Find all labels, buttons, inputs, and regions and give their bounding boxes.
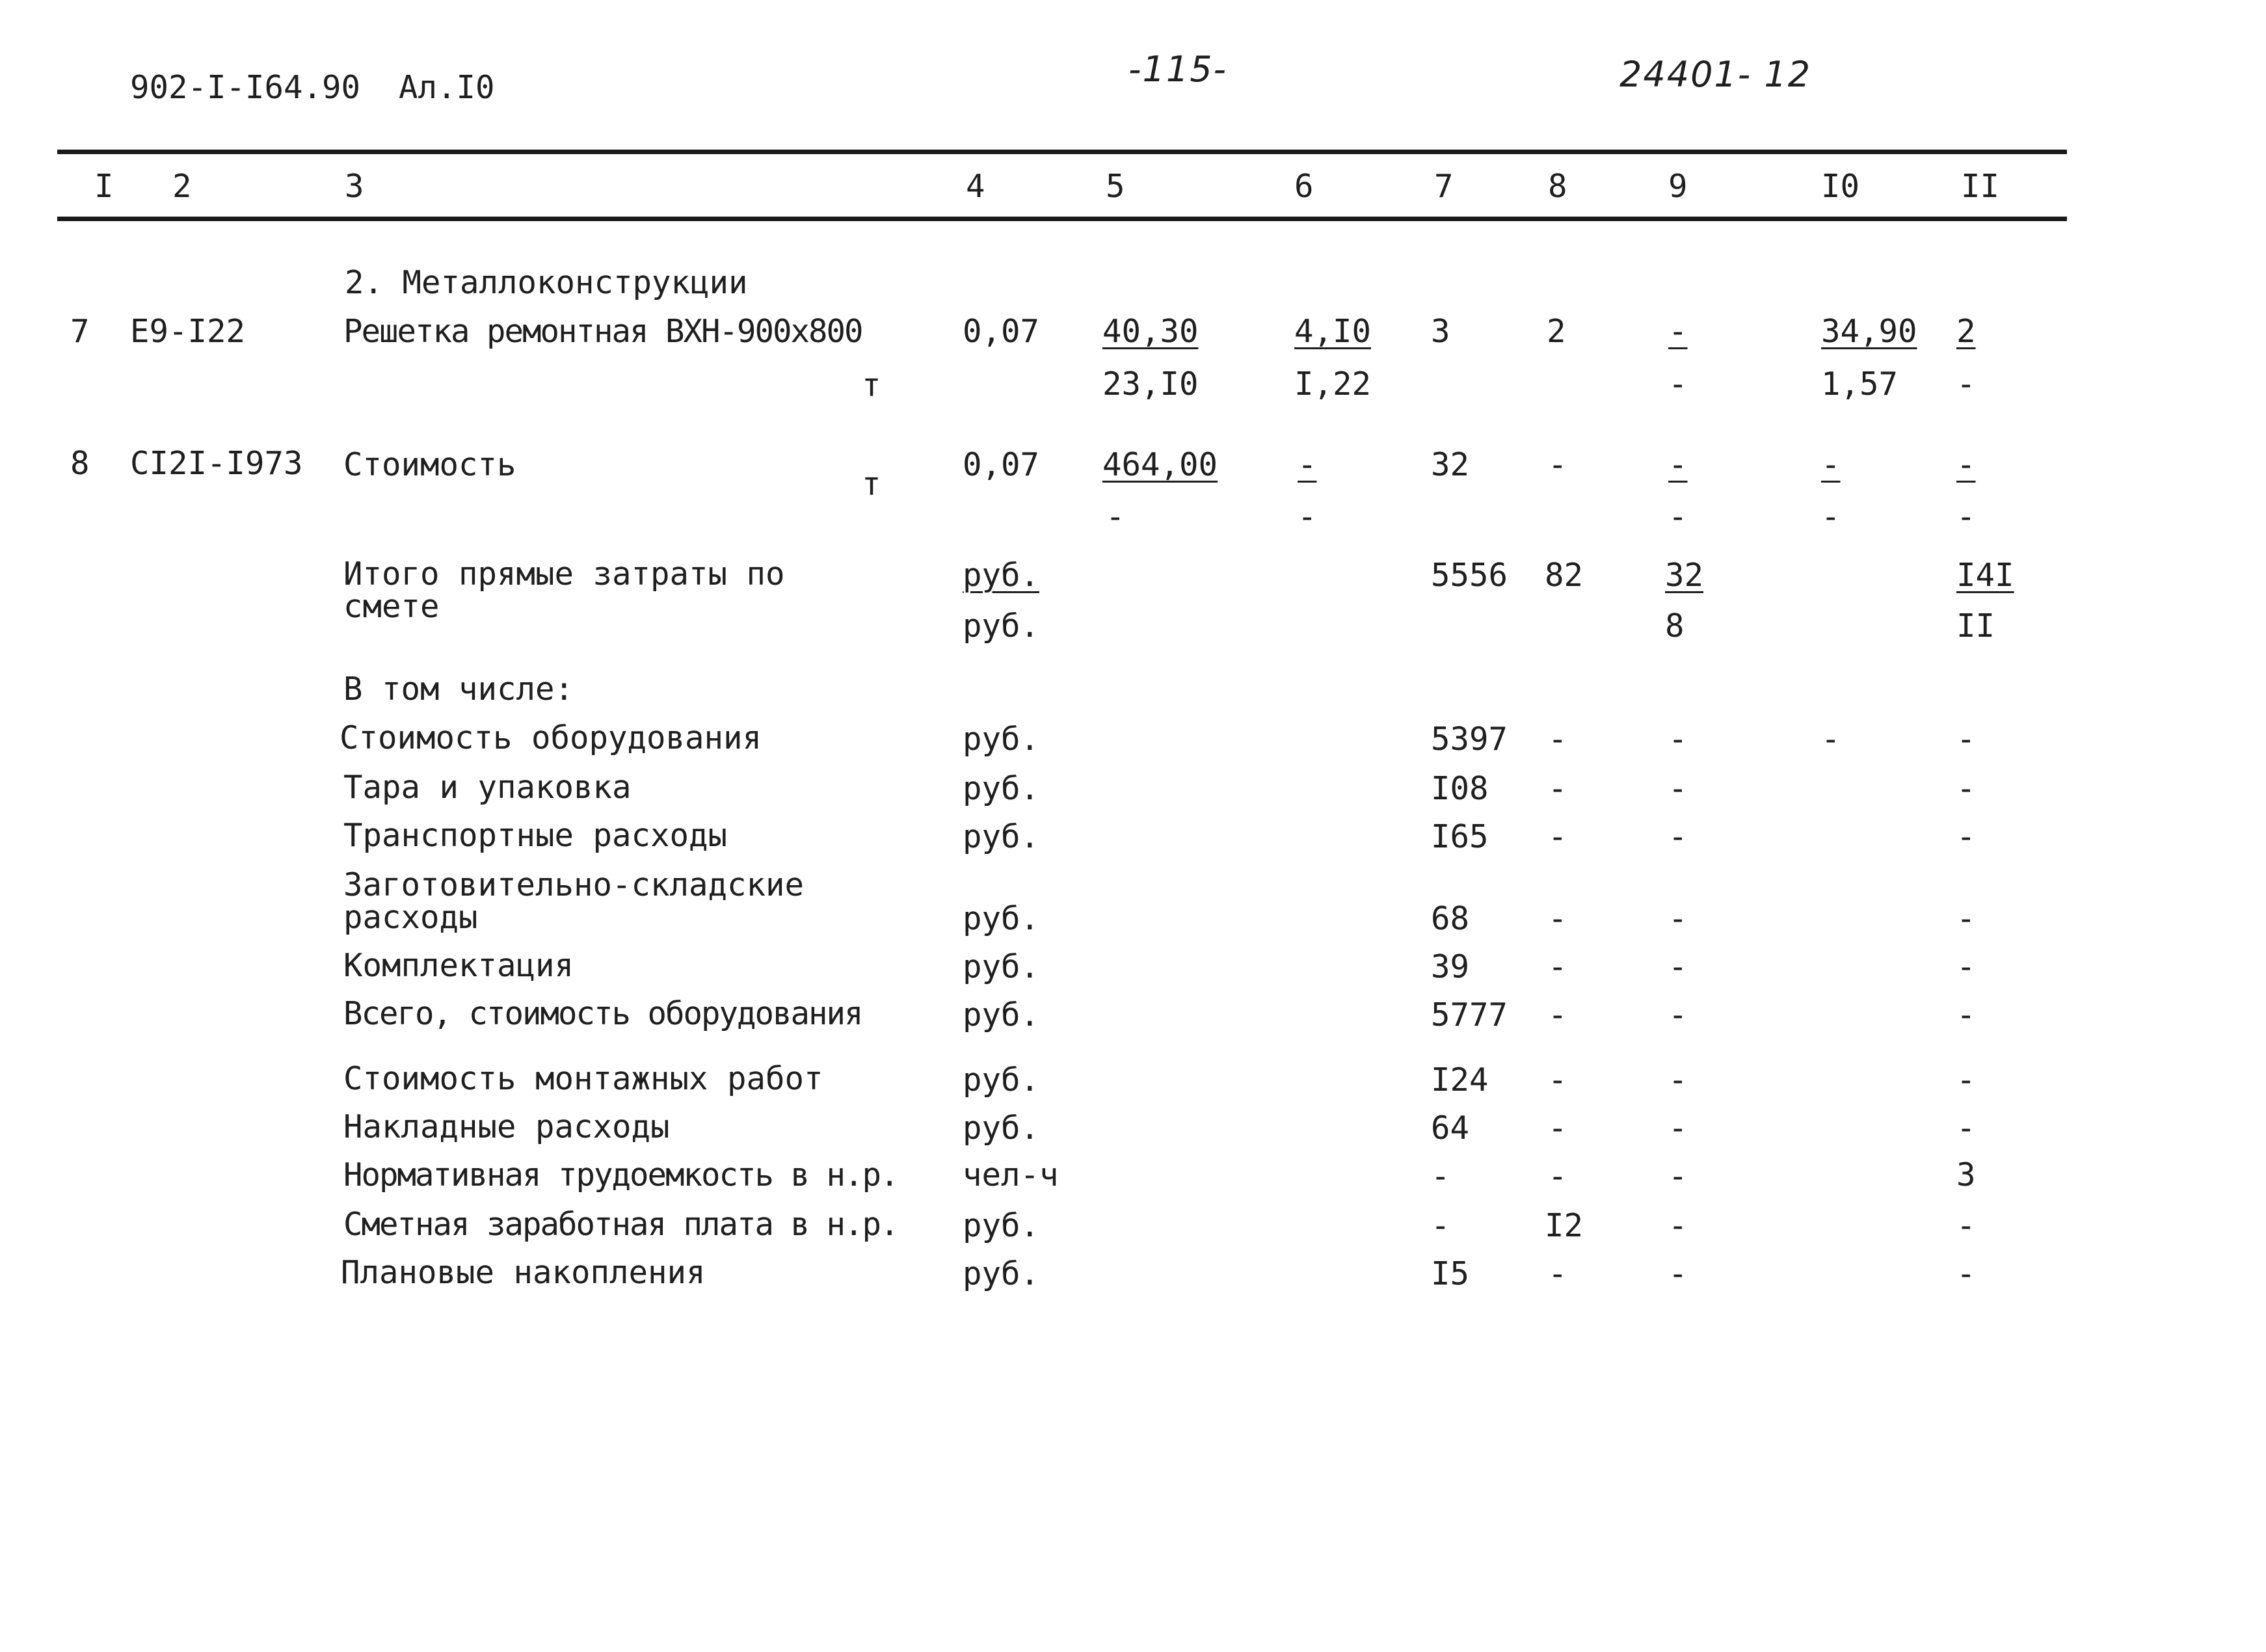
row-c9: - xyxy=(1668,996,1688,1033)
row-label: Транспортные расходы xyxy=(343,817,728,854)
row-c9: - xyxy=(1668,770,1688,807)
cell-c10-top: - xyxy=(1821,446,1841,483)
total-c11-top: I4I xyxy=(1956,557,2014,594)
row-c7: I65 xyxy=(1431,818,1489,855)
row-unit: руб. xyxy=(963,818,1040,855)
row-c11: - xyxy=(1956,996,1976,1033)
item-unit: т xyxy=(862,367,881,404)
row-c11: - xyxy=(1956,818,1976,855)
row-c11: - xyxy=(1956,900,1976,937)
col-header-9: 9 xyxy=(1668,168,1688,205)
item-number: 8 xyxy=(70,445,90,482)
section-title: 2. Металлоконструкции xyxy=(345,264,748,301)
row-c11: 3 xyxy=(1956,1156,1976,1193)
col-header-8: 8 xyxy=(1548,168,1567,205)
cell-c9-top: - xyxy=(1668,313,1688,350)
row-c9: - xyxy=(1668,1061,1688,1099)
cell-c10-bottom: - xyxy=(1821,498,1841,535)
cell-c10-bottom: 1,57 xyxy=(1821,366,1899,403)
cell-c9-bottom: - xyxy=(1668,498,1688,535)
row-c9: - xyxy=(1668,900,1688,937)
row-label: Комплектация xyxy=(343,947,574,984)
total-c11-bottom: II xyxy=(1956,607,1995,645)
item-qty: 0,07 xyxy=(963,313,1040,350)
cell-c5-bottom: - xyxy=(1106,498,1125,535)
total-label-line2: смете xyxy=(343,588,440,625)
row-label: Стоимость монтажных работ xyxy=(343,1060,823,1097)
cell-c5-bottom: 23,I0 xyxy=(1102,366,1199,403)
row-c11: - xyxy=(1956,1207,1976,1244)
row-unit: руб. xyxy=(963,948,1040,985)
col-header-6: 6 xyxy=(1294,168,1314,205)
cell-c11-bottom: - xyxy=(1956,366,1976,403)
row-c11: - xyxy=(1956,1255,1976,1292)
row-label: Заготовительно-складские xyxy=(343,866,805,903)
col-header-4: 4 xyxy=(966,168,985,205)
item-qty: 0,07 xyxy=(963,446,1040,483)
cell-c9-top: - xyxy=(1668,446,1688,483)
row-c11: - xyxy=(1956,770,1976,807)
row-c7: - xyxy=(1431,1158,1450,1195)
item-name: Стоимость xyxy=(343,446,516,483)
cell-c11-top: - xyxy=(1956,446,1976,483)
row-c8: - xyxy=(1548,1255,1567,1292)
col-header-1: I xyxy=(94,168,114,205)
row-label-line2: расходы xyxy=(343,899,478,936)
row-c7: 64 xyxy=(1431,1110,1470,1147)
header-top-rule xyxy=(57,150,2067,154)
col-header-10: I0 xyxy=(1821,168,1860,205)
row-unit: руб. xyxy=(963,900,1040,937)
total-c7: 5556 xyxy=(1431,557,1508,594)
cell-c10-top: 34,90 xyxy=(1821,313,1917,350)
col-header-7: 7 xyxy=(1434,168,1454,205)
row-unit: руб. xyxy=(963,1255,1040,1292)
row-c8: - xyxy=(1548,1110,1567,1147)
row-c11: - xyxy=(1956,948,1976,985)
cell-c8: - xyxy=(1548,446,1567,483)
row-c9: - xyxy=(1668,948,1688,985)
cell-c11-top: 2 xyxy=(1956,313,1976,350)
row-unit: руб. xyxy=(963,770,1040,807)
total-c8: 82 xyxy=(1545,557,1584,594)
row-label: Стоимость оборудования xyxy=(340,719,762,756)
item-unit: т xyxy=(862,466,881,503)
cell-c5-top: 40,30 xyxy=(1102,313,1199,350)
row-c8: - xyxy=(1548,818,1567,855)
including-label: В том числе: xyxy=(343,671,574,708)
row-c7: I5 xyxy=(1431,1255,1470,1292)
col-header-11: II xyxy=(1961,168,2000,205)
row-label: Плановые накопления xyxy=(341,1254,706,1291)
row-c9: - xyxy=(1668,1158,1688,1195)
row-c7: I24 xyxy=(1431,1061,1489,1099)
row-c9: - xyxy=(1668,721,1688,758)
item-number: 7 xyxy=(70,313,90,350)
row-unit: руб. xyxy=(963,1061,1040,1099)
row-c9: - xyxy=(1668,818,1688,855)
cell-c6-bottom: I,22 xyxy=(1294,366,1372,403)
total-unit-bottom: руб. xyxy=(963,607,1040,645)
row-c8: - xyxy=(1548,996,1567,1033)
cell-c6-bottom: - xyxy=(1298,498,1317,535)
total-unit-top: руб. xyxy=(963,557,1040,594)
row-c9: - xyxy=(1668,1110,1688,1147)
row-c9: - xyxy=(1668,1207,1688,1244)
row-c11: - xyxy=(1956,1110,1976,1147)
cell-c5-top: 464,00 xyxy=(1102,446,1218,483)
item-code: E9-I22 xyxy=(130,313,246,350)
item-name: Решетка ремонтная ВХН-900х800 xyxy=(343,313,862,350)
col-header-5: 5 xyxy=(1106,168,1125,205)
cell-c7: 32 xyxy=(1431,446,1470,483)
cell-c8: 2 xyxy=(1547,313,1566,350)
row-unit: руб. xyxy=(963,996,1040,1033)
row-c11: - xyxy=(1956,1061,1976,1099)
row-c7: 5397 xyxy=(1431,721,1508,758)
row-unit: руб. xyxy=(963,721,1040,758)
row-unit: руб. xyxy=(963,1207,1040,1244)
total-label-line1: Итого прямые затраты по xyxy=(343,555,785,593)
row-c10: - xyxy=(1821,721,1841,758)
row-label: Накладные расходы xyxy=(343,1108,670,1145)
row-label: Нормативная трудоемкость в н.р. xyxy=(343,1156,898,1193)
row-c7: - xyxy=(1431,1207,1450,1244)
col-header-2: 2 xyxy=(172,168,192,205)
row-c7: 5777 xyxy=(1431,996,1508,1033)
cell-c6-top: - xyxy=(1298,446,1317,483)
row-label: Тара и упаковка xyxy=(343,769,632,806)
row-c8: - xyxy=(1548,1158,1567,1195)
page-number: -115- xyxy=(1128,49,1228,90)
row-c7: 39 xyxy=(1431,948,1470,985)
cell-c11-bottom: - xyxy=(1956,498,1976,535)
row-c8: - xyxy=(1548,721,1567,758)
total-c9-top: 32 xyxy=(1665,557,1704,594)
col-header-3: 3 xyxy=(345,168,364,205)
cell-c6-top: 4,I0 xyxy=(1294,313,1372,350)
row-unit: чел-ч xyxy=(963,1156,1059,1193)
row-c7: I08 xyxy=(1431,770,1489,807)
row-c8: - xyxy=(1548,900,1567,937)
row-label: Всего, стоимость оборудования xyxy=(343,995,862,1032)
cell-c7: 3 xyxy=(1431,313,1450,350)
cell-c9-bottom: - xyxy=(1668,366,1688,403)
row-c9: - xyxy=(1668,1255,1688,1292)
item-code: CI2I-I973 xyxy=(130,445,303,482)
row-c7: 68 xyxy=(1431,900,1470,937)
row-label: Сметная заработная плата в н.р. xyxy=(343,1206,898,1243)
row-c8: - xyxy=(1548,948,1567,985)
sheet-code: 24401- 12 xyxy=(1620,54,1812,95)
total-c9-bottom: 8 xyxy=(1665,607,1685,645)
row-c11: - xyxy=(1956,721,1976,758)
document-code: 902-I-I64.90 Ал.I0 xyxy=(130,69,495,106)
row-c8: - xyxy=(1548,770,1567,807)
header-bottom-rule xyxy=(57,217,2067,221)
row-c8: - xyxy=(1548,1061,1567,1099)
row-unit: руб. xyxy=(963,1110,1040,1147)
row-c8: I2 xyxy=(1545,1207,1584,1244)
